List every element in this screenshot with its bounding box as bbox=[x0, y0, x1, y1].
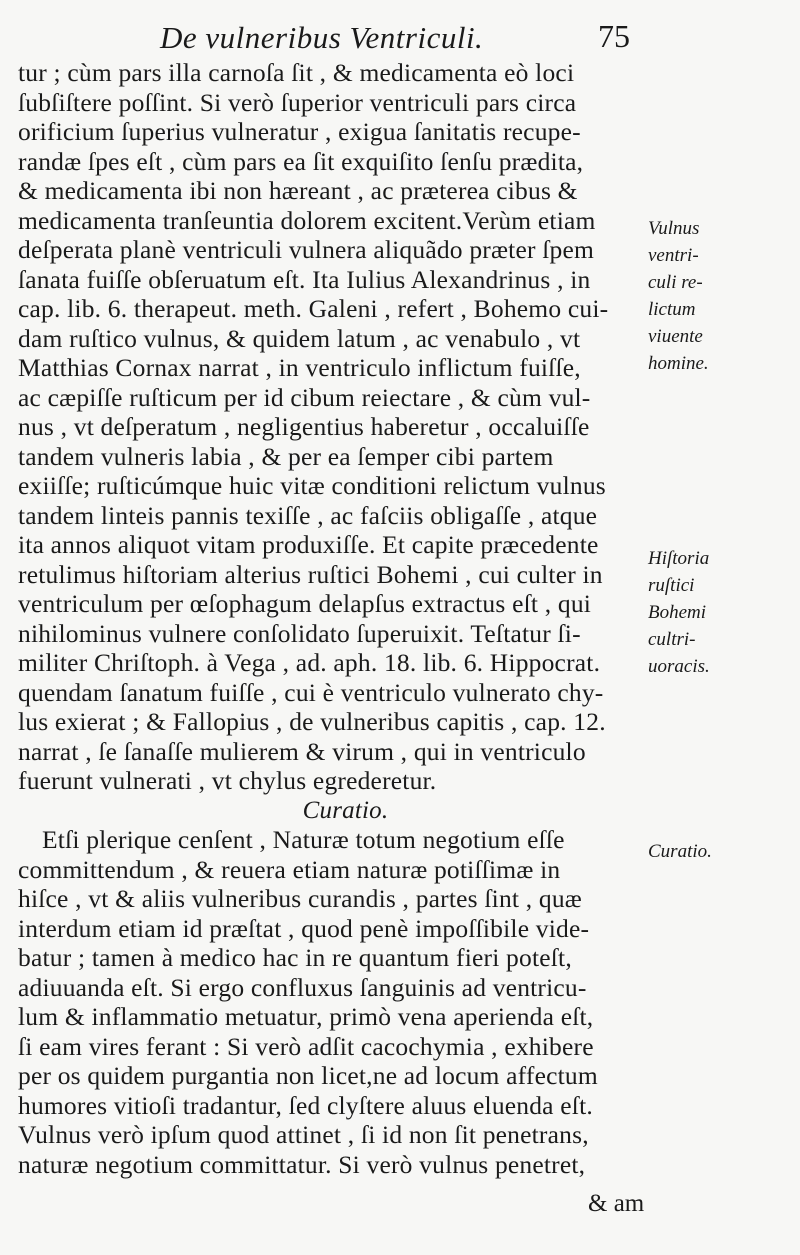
margin-note-line: Vulnus bbox=[648, 218, 700, 239]
margin-note bbox=[648, 838, 712, 865]
text-line: tur ; cùm pars illa carnoſa ſit , & medicamenta eò loci bbox=[18, 58, 575, 87]
text-line: ventriculum per œſophagum delapſus extractus eſt , qui bbox=[18, 589, 592, 618]
text-line: nus , vt deſperatum , negligentius haberetur , occaluiſſe bbox=[18, 412, 590, 441]
text-line: quendam ſanatum fuiſſe , cui è ventriculo vulnerato chy- bbox=[18, 677, 604, 707]
page-number: 75 bbox=[598, 18, 630, 54]
margin-note-line: uoracis. bbox=[648, 656, 710, 677]
text-line: orificium ſuperius vulneratur , exigua ſanitatis recupe- bbox=[18, 117, 581, 146]
margin-note-line: culi re- bbox=[648, 272, 703, 293]
text-line: ita annos aliquot vitam produxiſſe. Et capite præcedente bbox=[18, 530, 599, 559]
text-line: Etſi plerique cenſent , Naturæ totum negotium eſſe bbox=[42, 825, 565, 854]
catchword: & am bbox=[588, 1190, 645, 1217]
text-line: interdum etiam id præſtat , quod penè impoſſibile vide- bbox=[18, 913, 590, 943]
text-line: ſi eam vires ferant : Si verò adſit cacochymia , exhibere bbox=[18, 1031, 594, 1061]
text-line: Vulnus verò ipſum quod attinet , ſi id non ſit penetrans, bbox=[18, 1120, 589, 1149]
text-line: humores vitioſi tradantur, ſed clyſtere aluus eluenda eſt. bbox=[18, 1090, 593, 1120]
text-line: fuerunt vulnerati , vt chylus egrederetur. bbox=[18, 766, 437, 795]
margin-note-line: Curatio. bbox=[648, 841, 712, 862]
text-line: per os quidem purgantia non licet,ne ad locum affectum bbox=[18, 1061, 598, 1090]
text-line: dam ruſtico vulnus, & quidem latum , ac venabulo , vt bbox=[18, 323, 581, 353]
margin-note-line: viuente bbox=[648, 326, 703, 347]
text-line: militer Chriſtoph. à Vega , ad. aph. 18. lib. 6. Hippocrat. bbox=[18, 648, 601, 677]
text-line: naturæ negotium committatur. Si verò vulnus penetret, bbox=[18, 1149, 586, 1179]
text-line: exiiſſe; ruſticúmque huic vitæ conditioni relictum vulnus bbox=[18, 471, 606, 500]
margin-note-line: Bohemi bbox=[648, 602, 707, 623]
text-line: tandem linteis pannis texiſſe , ac faſciis obligaſſe , atque bbox=[18, 500, 598, 530]
text-line: retulimus hiſtoriam alterius ruſtici Bohemi , cui culter in bbox=[18, 559, 603, 589]
main-text-block bbox=[18, 58, 643, 1179]
text-line: ac cæpiſſe ruſticum per id cibum reiectare , & cùm vul- bbox=[18, 382, 591, 412]
text-line: medicamenta tranſeuntia dolorem excitent.Verùm etiam bbox=[18, 205, 596, 235]
text-line: cap. lib. 6. therapeut. meth. Galeni , refert , Bohemo cui- bbox=[18, 294, 609, 323]
text-line: Matthias Cornax narrat , in ventriculo inflictum fuiſſe, bbox=[18, 353, 581, 382]
text-line: nihilominus vulnere conſolidato ſuperuixit. Teſtatur ſi- bbox=[18, 618, 581, 648]
page-header bbox=[0, 18, 800, 58]
margin-note-line: Hiſtoria bbox=[648, 548, 710, 569]
margin-note bbox=[648, 545, 710, 680]
text-line: deſperata planè ventriculi vulnera aliquãdo præter ſpem bbox=[18, 235, 595, 264]
text-line: tandem vulneris labia , & per ea ſemper cibi partem bbox=[18, 441, 554, 471]
text-line: adiuuanda eſt. Si ergo confluxus ſanguinis ad ventricu- bbox=[18, 972, 587, 1002]
text-line: committendum , & reuera etiam naturæ potiſſimæ in bbox=[18, 854, 561, 884]
text-line: & medicamenta ibi non hæreant , ac præterea cibus & bbox=[18, 176, 578, 205]
margin-note-line: ruſtici bbox=[648, 575, 695, 596]
margin-note-line: lictum bbox=[648, 299, 696, 320]
margin-note-line: ventri- bbox=[648, 245, 699, 266]
text-line: batur ; tamen à medico hac in re quantum fieri poteſt, bbox=[18, 943, 572, 972]
text-line: lum & inflammatio metuatur, primò vena aperienda eſt, bbox=[18, 1002, 594, 1031]
text-line: ſanata fuiſſe obſeruatum eſt. Ita Iulius Alexandrinus , in bbox=[18, 264, 591, 294]
text-line: narrat , ſe ſanaſſe mulierem & virum , qui in ventriculo bbox=[18, 736, 586, 766]
text-line: lus exierat ; & Fallopius , de vulneribus capitis , cap. 12. bbox=[18, 707, 606, 736]
text-line: randæ ſpes eſt , cùm pars ea ſit exquiſito ſenſu prædita, bbox=[18, 146, 584, 176]
running-head: De vulneribus Ventriculi. bbox=[160, 20, 484, 55]
margin-note-line: cultri- bbox=[648, 629, 696, 650]
margin-note bbox=[648, 215, 709, 377]
text-line: hiſce , vt & aliis vulneribus curandis , partes ſint , quæ bbox=[18, 884, 583, 913]
text-line: ſubſiſtere poſſint. Si verò ſuperior ventriculi pars circa bbox=[18, 87, 577, 117]
section-heading: Curatio. bbox=[302, 796, 389, 824]
margin-note-line: homine. bbox=[648, 353, 709, 374]
